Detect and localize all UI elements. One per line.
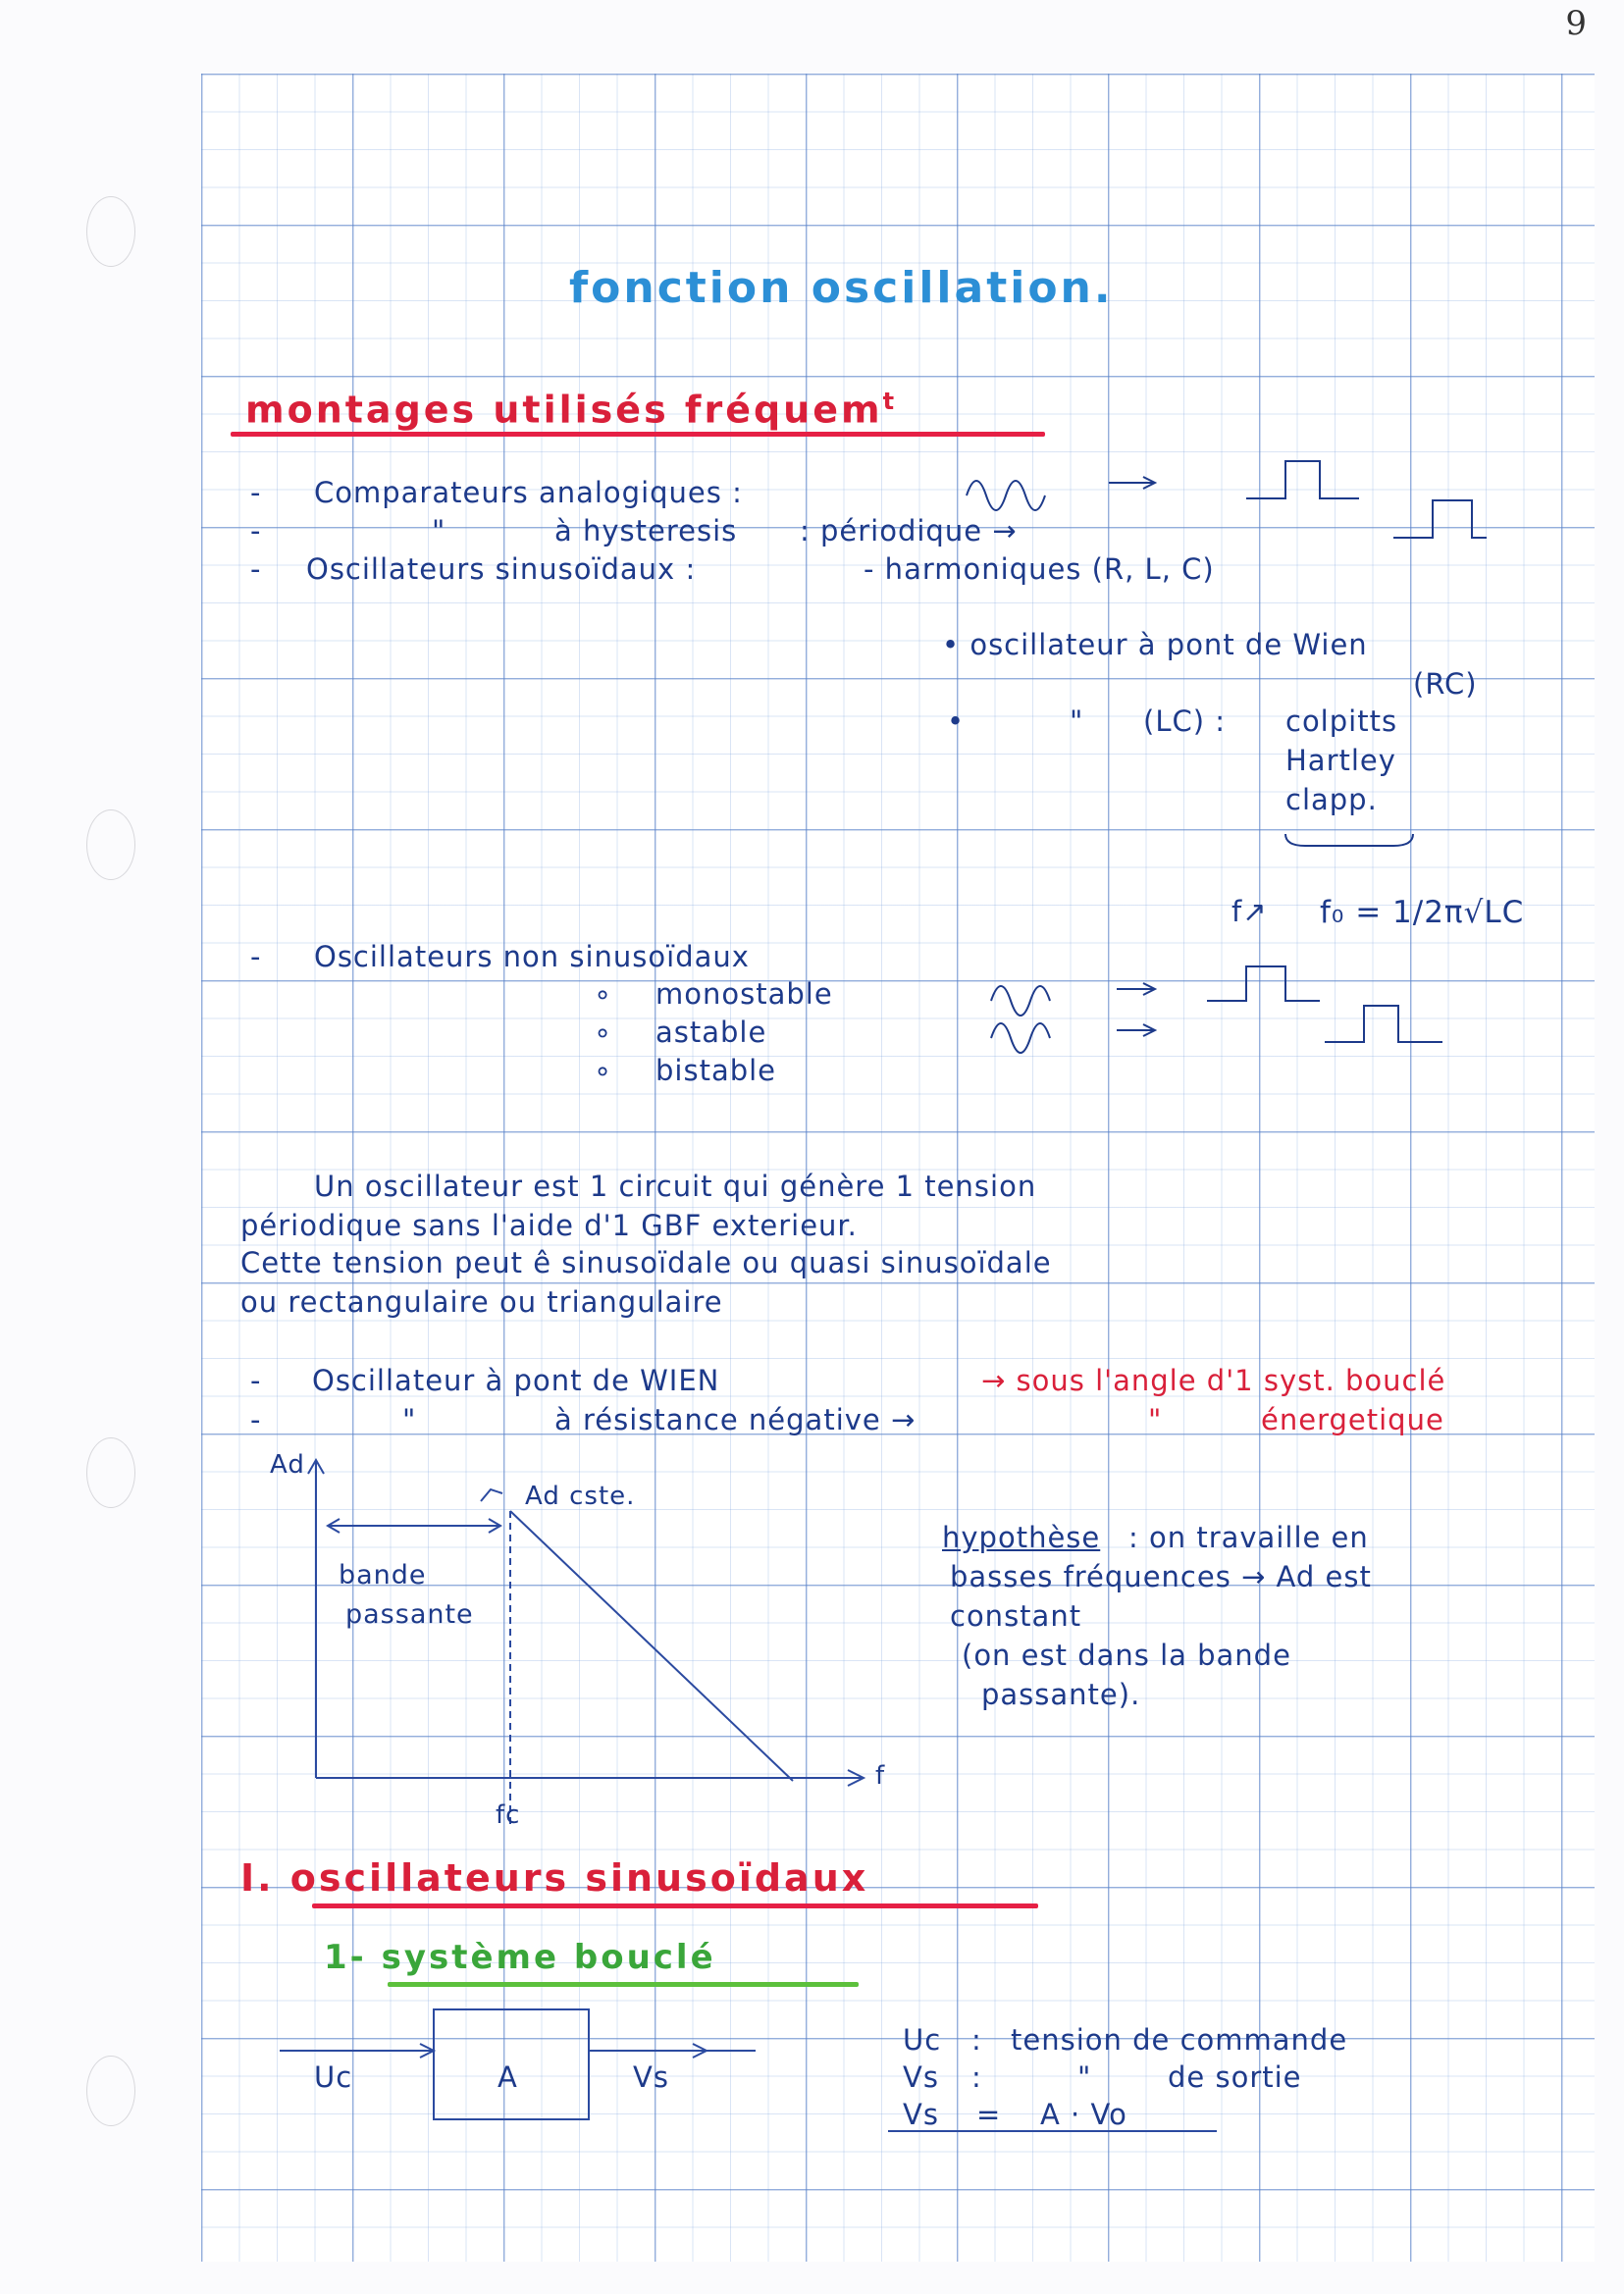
item-bistable: bistable: [655, 1054, 777, 1087]
dash: -: [250, 940, 262, 973]
bullet: ∘: [594, 1054, 613, 1087]
definition-line: Cette tension peut ê sinusoïdale ou quasi sinusoïdale: [240, 1246, 1052, 1279]
graph-y-label: Ad: [270, 1450, 305, 1480]
f0-arrow: f↗: [1231, 895, 1268, 928]
lc-label: (LC) :: [1143, 704, 1227, 738]
item-astable: astable: [655, 1016, 767, 1049]
waveform-sketches: [967, 461, 1487, 1053]
list-line-comparateurs: Comparateurs analogiques :: [314, 476, 743, 509]
osc-clapp: clapp.: [1285, 783, 1378, 816]
dash: -: [250, 476, 262, 509]
neg-line-red: énergetique: [1261, 1403, 1444, 1436]
legend-sep: :: [971, 2023, 982, 2057]
definition-line: périodique sans l'aide d'1 GBF exterieur.: [240, 1209, 858, 1242]
legend-sep: =: [976, 2098, 1002, 2131]
ditto-mark: ": [1148, 1403, 1163, 1436]
legend-symbol: Vs: [903, 2060, 939, 2094]
osc-colpitts: colpitts: [1285, 704, 1398, 738]
list-line-non-sinusoidaux: Oscillateurs non sinusoïdaux: [314, 940, 750, 973]
graph-const-label: Ad cste.: [525, 1482, 636, 1511]
subheading-highlight: [388, 1982, 859, 1987]
hypothesis-label: hypothèse: [942, 1521, 1101, 1554]
dash: -: [250, 514, 262, 547]
list-line-harmoniques: - harmoniques (R, L, C): [864, 552, 1215, 586]
wien-rc: (RC): [1413, 667, 1478, 701]
wien-line-red: → sous l'angle d'1 syst. bouclé: [981, 1364, 1446, 1397]
band-label: bande: [339, 1560, 427, 1590]
legend-symbol: Vs: [903, 2098, 939, 2131]
band-label: passante: [345, 1599, 474, 1630]
heading-highlight: [312, 1903, 1038, 1908]
hypothesis-line: passante).: [981, 1678, 1141, 1711]
block-gain-label: A: [498, 2060, 518, 2094]
bullet: •: [947, 704, 966, 738]
dash: -: [250, 552, 262, 586]
list-line-hysteresis: à hysteresis: [554, 514, 738, 547]
page-title: fonction oscillation.: [569, 263, 1114, 313]
dash: -: [250, 1403, 262, 1436]
legend-text: tension de commande: [1011, 2023, 1348, 2057]
hypothesis-line: constant: [950, 1599, 1082, 1633]
ditto-mark: ": [402, 1403, 417, 1436]
wien-line-text: Oscillateur à pont de WIEN: [312, 1364, 720, 1397]
page-number: 9: [1565, 4, 1587, 43]
hypothesis-line: : on travaille en: [1128, 1521, 1369, 1554]
list-line-periodique: : périodique →: [800, 514, 1018, 547]
osc-hartley: Hartley: [1285, 744, 1396, 777]
definition-line: ou rectangulaire ou triangulaire: [240, 1285, 723, 1319]
f0-formula: f₀ = 1/2π√LC: [1320, 895, 1525, 930]
ditto-mark: ": [432, 514, 446, 547]
ditto-mark: ": [1070, 704, 1084, 738]
graph-x-label: f: [875, 1761, 886, 1791]
legend-sep: :: [971, 2060, 982, 2094]
definition-line: Un oscillateur est 1 circuit qui génère 1 tension: [314, 1170, 1037, 1203]
rolloff-line: [510, 1511, 793, 1781]
heading-text: montages utilisés fréquem: [245, 388, 883, 432]
neg-line-text: à résistance négative →: [554, 1403, 917, 1436]
ditto-mark: ": [1077, 2060, 1092, 2094]
hypothesis-line: basses fréquences → Ad est: [950, 1560, 1372, 1593]
item-monostable: monostable: [655, 977, 833, 1011]
list-line-wien: • oscillateur à pont de Wien: [942, 628, 1368, 661]
graph-fc-label: fc: [496, 1800, 521, 1830]
legend-symbol: Uc: [903, 2023, 942, 2057]
list-line-oscillateurs-sin: Oscillateurs sinusoïdaux :: [306, 552, 697, 586]
hypothesis-line: (on est dans la bande: [962, 1639, 1291, 1672]
block-input-label: Uc: [314, 2060, 353, 2094]
bullet: ∘: [594, 977, 613, 1011]
bullet: ∘: [594, 1016, 613, 1049]
block-output-label: Vs: [633, 2060, 669, 2094]
dash: -: [250, 1364, 262, 1397]
legend-text: de sortie: [1168, 2060, 1302, 2094]
heading-sup: t: [882, 388, 898, 415]
subheading-systeme-boucle: 1- système bouclé: [324, 1938, 716, 1977]
section-heading-oscillateurs: I. oscillateurs sinusoïdaux: [240, 1856, 869, 1900]
legend-text: A · Vo: [1040, 2098, 1127, 2131]
